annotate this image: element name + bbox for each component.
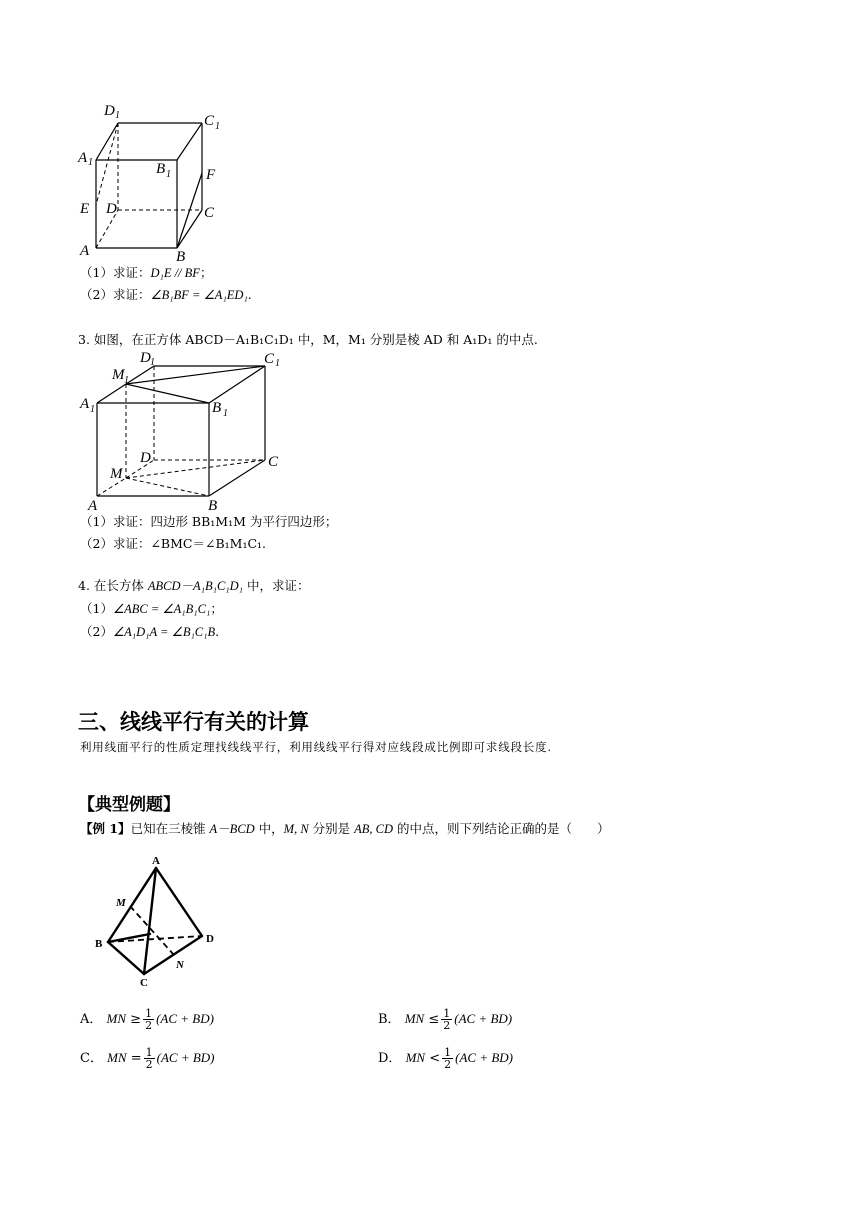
- problem3-part2: （2）求证：∠BMC＝∠B₁M₁C₁.: [80, 536, 267, 551]
- label-D: D: [106, 201, 117, 217]
- label-D: D: [140, 450, 151, 466]
- svg-text:1: 1: [215, 121, 220, 132]
- example1-statement: 【例 1】已知在三棱锥 A－BCD 中，M, N 分别是 AB, CD 的中点，则下列结论正确的是（ ）: [80, 821, 610, 836]
- label-A1: A: [78, 150, 88, 166]
- svg-text:1: 1: [124, 375, 129, 386]
- section-title: 三、线线平行有关的计算: [78, 710, 309, 734]
- label-D1: D: [104, 103, 115, 119]
- cube-figure-2: [78, 348, 293, 513]
- label-A1: A: [80, 396, 90, 412]
- problem2-part2: （2）求证：∠B₁BF = ∠A₁ED₁.: [80, 287, 252, 302]
- option-d[interactable]: D． MN < $\frac{1}{2}$ (AC + BD): [378, 1046, 513, 1071]
- option-a[interactable]: A． MN ≥ $\frac{1}{2}$ (AC + BD): [80, 1007, 214, 1032]
- label-C1: C: [264, 351, 275, 367]
- label-M1: M: [112, 367, 125, 383]
- svg-text:1: 1: [88, 157, 93, 168]
- label-B1: B: [156, 161, 166, 177]
- label-C: C: [204, 205, 215, 221]
- svg-text:1: 1: [90, 404, 95, 415]
- svg-text:1: 1: [150, 357, 155, 368]
- problem4-part2: （2）∠A₁D₁A = ∠B₁C₁B.: [80, 624, 220, 639]
- label-M: M: [110, 466, 123, 482]
- option-c[interactable]: C． MN = $\frac{1}{2}$ (AC + BD): [80, 1046, 215, 1071]
- label-D: D: [206, 933, 214, 945]
- cube-figure-1: [70, 95, 230, 265]
- problem4-part1: （1）∠ABC = ∠A₁B₁C₁；: [80, 601, 223, 616]
- section-hint: 利用线面平行的性质定理找线线平行，利用线线平行得对应线段成比例即可求线段长度.: [80, 740, 552, 754]
- svg-text:1: 1: [166, 169, 171, 180]
- problem2-part1: （1）求证：D₁E // BF；: [80, 265, 213, 280]
- svg-text:1: 1: [115, 110, 120, 121]
- label-B: B: [95, 938, 103, 950]
- label-A: A: [88, 498, 98, 513]
- tetrahedron-figure: [90, 850, 230, 990]
- examples-heading: 【典型例题】: [78, 795, 180, 815]
- option-b[interactable]: B． MN ≤ $\frac{1}{2}$ (AC + BD): [378, 1007, 513, 1032]
- label-A: A: [80, 243, 90, 259]
- label-N: N: [176, 959, 184, 971]
- label-C1: C: [204, 113, 215, 129]
- problem3-part1: （1）求证：四边形 BB₁M₁M 为平行四边形；: [80, 514, 338, 529]
- label-E: E: [80, 201, 90, 217]
- label-C: C: [268, 454, 279, 470]
- label-C: C: [140, 977, 148, 989]
- label-B1: B: [212, 400, 222, 416]
- label-A: A: [152, 855, 160, 867]
- label-D1: D: [140, 350, 151, 366]
- problem4-statement: 4. 在长方体 ABCD－A₁B₁C₁D₁ 中，求证：: [78, 578, 310, 593]
- label-B: B: [176, 249, 186, 265]
- svg-text:1: 1: [223, 408, 228, 419]
- svg-text:1: 1: [275, 358, 280, 369]
- label-F: F: [206, 167, 216, 183]
- example1-label: 【例 1】: [80, 821, 131, 836]
- label-B: B: [208, 498, 218, 513]
- label-M: M: [116, 897, 126, 909]
- problem3-statement: 3. 如图，在正方体 ABCD－A₁B₁C₁D₁ 中，M，M₁ 分别是棱 AD 和 A₁D₁ 的中点.: [78, 332, 538, 347]
